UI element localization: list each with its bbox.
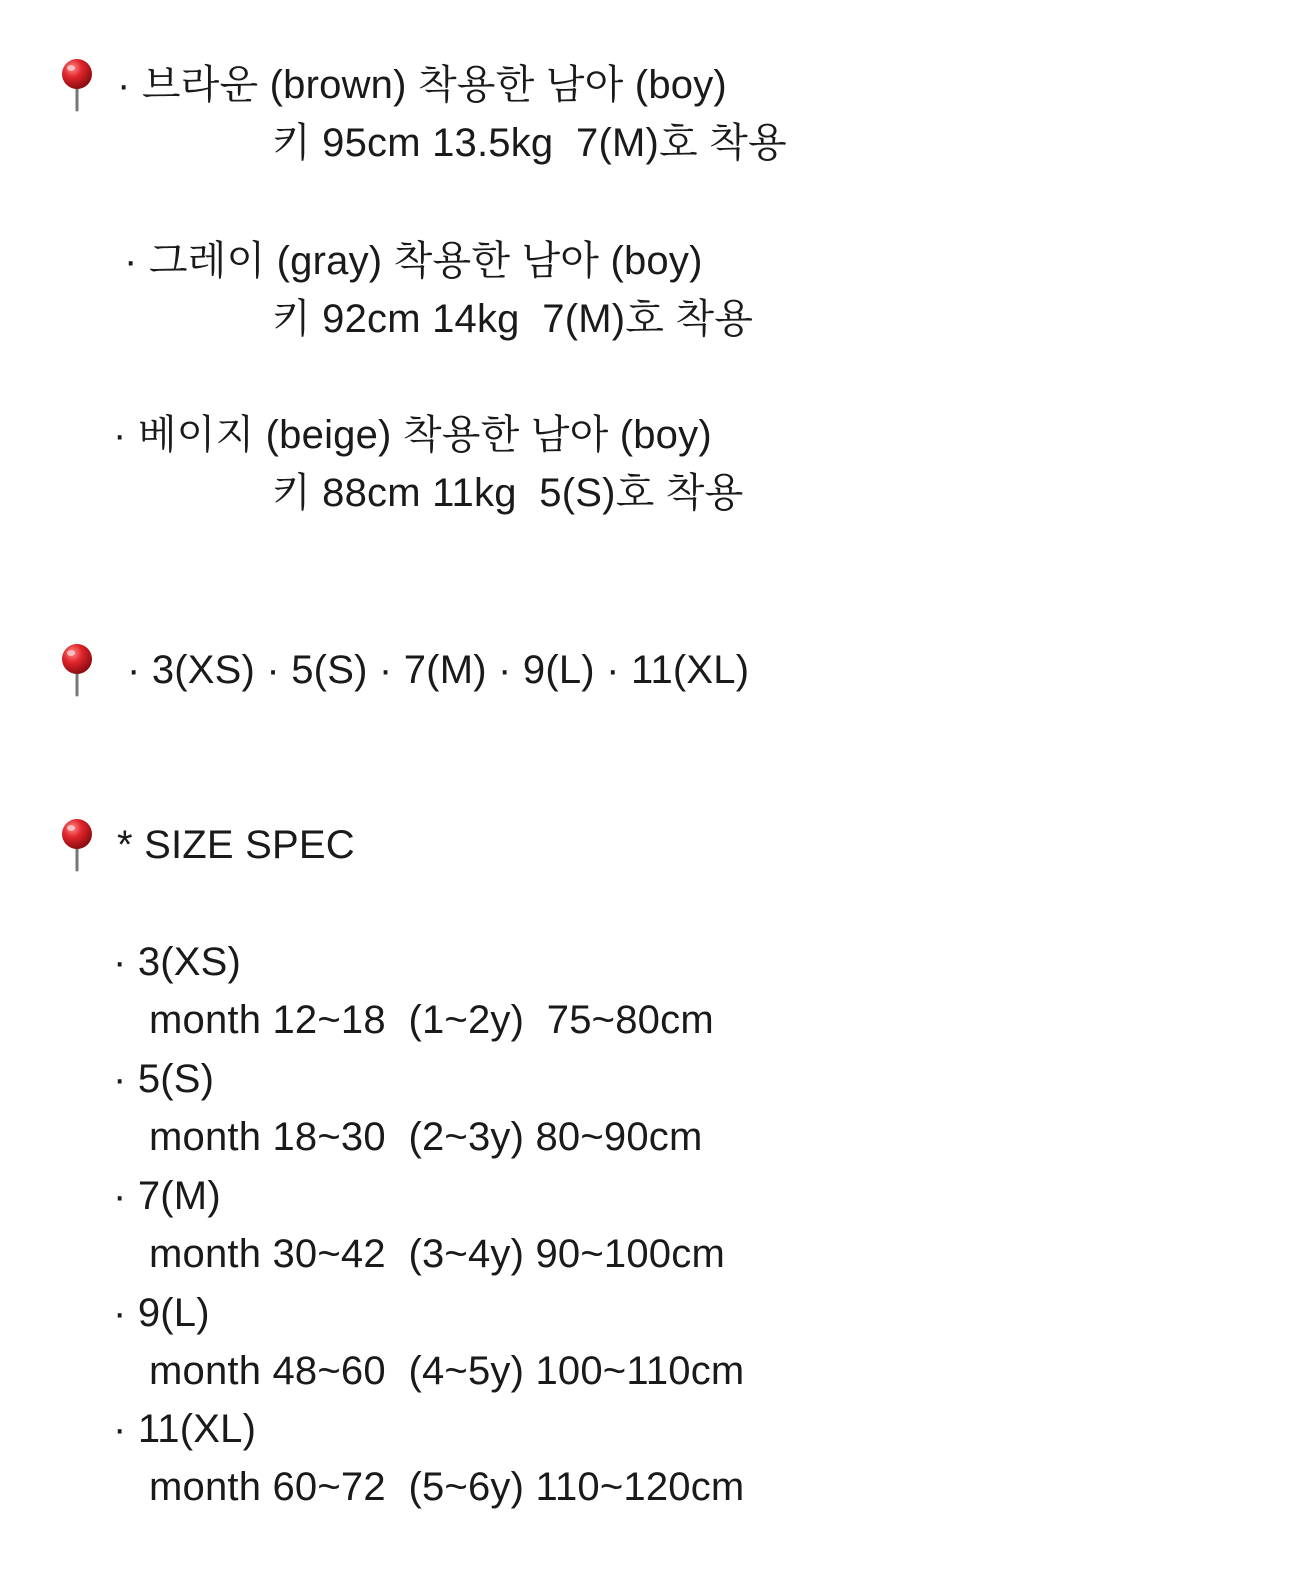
size-spec-size: · 11(XL)	[113, 1407, 257, 1451]
model-brown-title: · 브라운 (brown) 착용한 남아 (boy)	[117, 63, 727, 107]
sizes-line: · 3(XS) · 5(S) · 7(M) · 9(L) · 11(XL)	[127, 648, 750, 692]
size-spec-detail: month 12~18 (1~2y) 75~80cm	[149, 998, 714, 1042]
model-beige-title: · 베이지 (beige) 착용한 남아 (boy)	[113, 413, 712, 457]
model-gray-title: · 그레이 (gray) 착용한 남아 (boy)	[124, 239, 703, 283]
size-spec-detail: month 60~72 (5~6y) 110~120cm	[149, 1465, 745, 1509]
pushpin-icon	[57, 643, 97, 699]
size-spec-detail: month 30~42 (3~4y) 90~100cm	[149, 1232, 725, 1276]
size-spec-size: · 3(XS)	[113, 940, 242, 984]
size-spec-size: · 7(M)	[113, 1174, 221, 1218]
model-beige-detail: 키 88cm 11kg 5(S)호 착용	[272, 471, 744, 515]
pushpin-icon	[57, 818, 97, 874]
pushpin-icon	[57, 58, 97, 114]
size-spec-detail: month 18~30 (2~3y) 80~90cm	[149, 1115, 703, 1159]
size-spec-heading: * SIZE SPEC	[117, 823, 355, 867]
size-spec-size: · 9(L)	[113, 1291, 210, 1335]
size-spec-size: · 5(S)	[113, 1057, 215, 1101]
model-gray-detail: 키 92cm 14kg 7(M)호 착용	[272, 297, 754, 341]
size-spec-detail: month 48~60 (4~5y) 100~110cm	[149, 1349, 745, 1393]
model-brown-detail: 키 95cm 13.5kg 7(M)호 착용	[272, 121, 787, 165]
